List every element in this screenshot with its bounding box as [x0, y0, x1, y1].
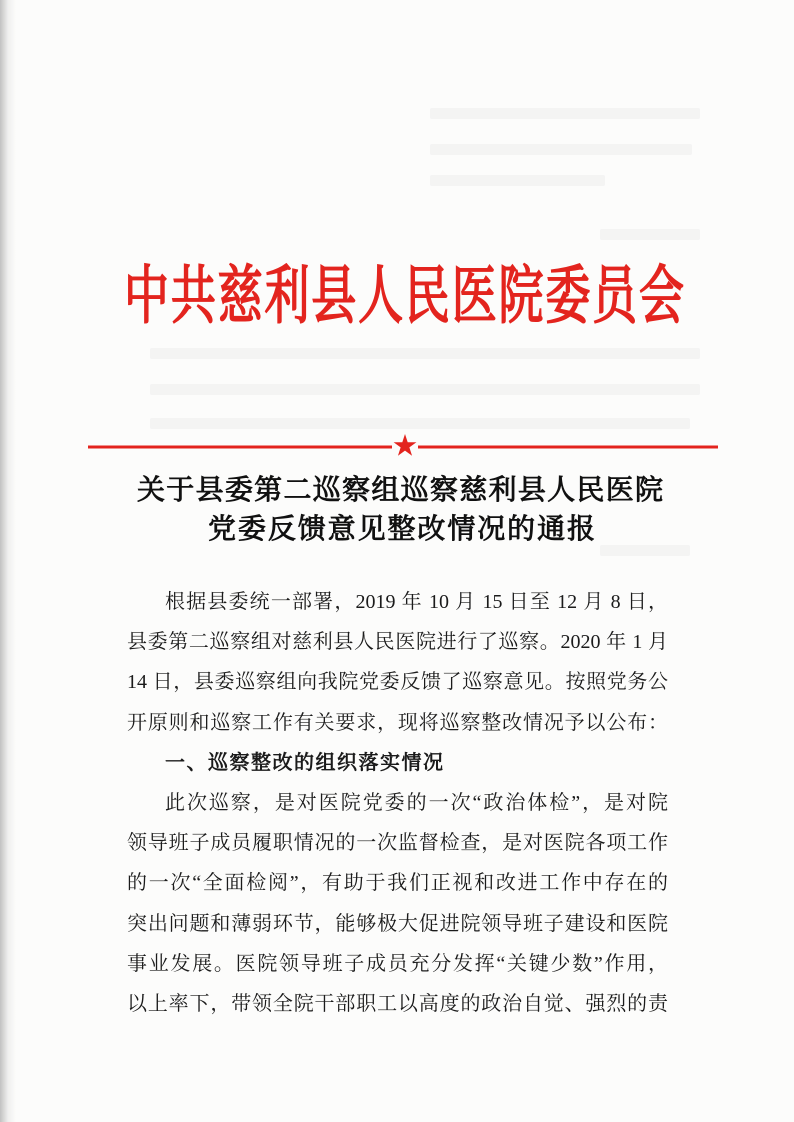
- bleed-through-shadow: [150, 384, 700, 395]
- body-line: 的一次“全面检阅”，有助于我们正视和改进工作中存在的: [127, 872, 668, 895]
- body-line: 根据县委统一部署，2019 年 10 月 15 日至 12 月 8 日，: [165, 591, 668, 613]
- body-line: 县委第二巡察组对慈利县人民医院进行了巡察。2020 年 1 月: [127, 631, 668, 654]
- bleed-through-shadow: [600, 545, 690, 556]
- section-heading: 一、巡察整改的组织落实情况: [165, 751, 445, 774]
- bleed-through-shadow: [150, 348, 700, 359]
- body-line: 开原则和巡察工作有关要求，现将巡察整改情况予以公布：: [127, 711, 668, 734]
- red-separator-rule: [0, 433, 794, 465]
- body-line: 此次巡察，是对医院党委的一次“政治体检”，是对院: [165, 791, 668, 814]
- body-line: 事业发展。医院领导班子成员充分发挥“关键少数”作用，: [127, 952, 668, 975]
- bleed-through-shadow: [430, 108, 700, 119]
- bleed-through-shadow: [150, 418, 690, 429]
- body-line: 领导班子成员履职情况的一次监督检查，是对医院各项工作: [127, 832, 668, 855]
- document-title-line-2: 党委反馈意见整改情况的通报: [208, 514, 595, 545]
- document-title-line-1: 关于县委第二巡察组巡察慈利县人民医院: [137, 475, 663, 506]
- bleed-through-shadow: [430, 144, 692, 155]
- bleed-through-shadow: [430, 175, 605, 186]
- body-line: 以上率下，带领全院干部职工以高度的政治自觉、强烈的责: [127, 992, 668, 1015]
- body-line: 14 日，县委巡察组向我院党委反馈了巡察意见。按照党务公: [127, 671, 668, 694]
- scan-left-edge-shadow: [0, 0, 16, 1122]
- star-icon: [394, 434, 417, 456]
- bleed-through-shadow: [600, 229, 700, 240]
- document-body: [127, 582, 668, 1024]
- body-line: 突出问题和薄弱环节，能够极大促进院领导班子建设和医院: [127, 912, 668, 935]
- red-header-issuer: 中共慈利县人民医院委员会: [124, 260, 684, 332]
